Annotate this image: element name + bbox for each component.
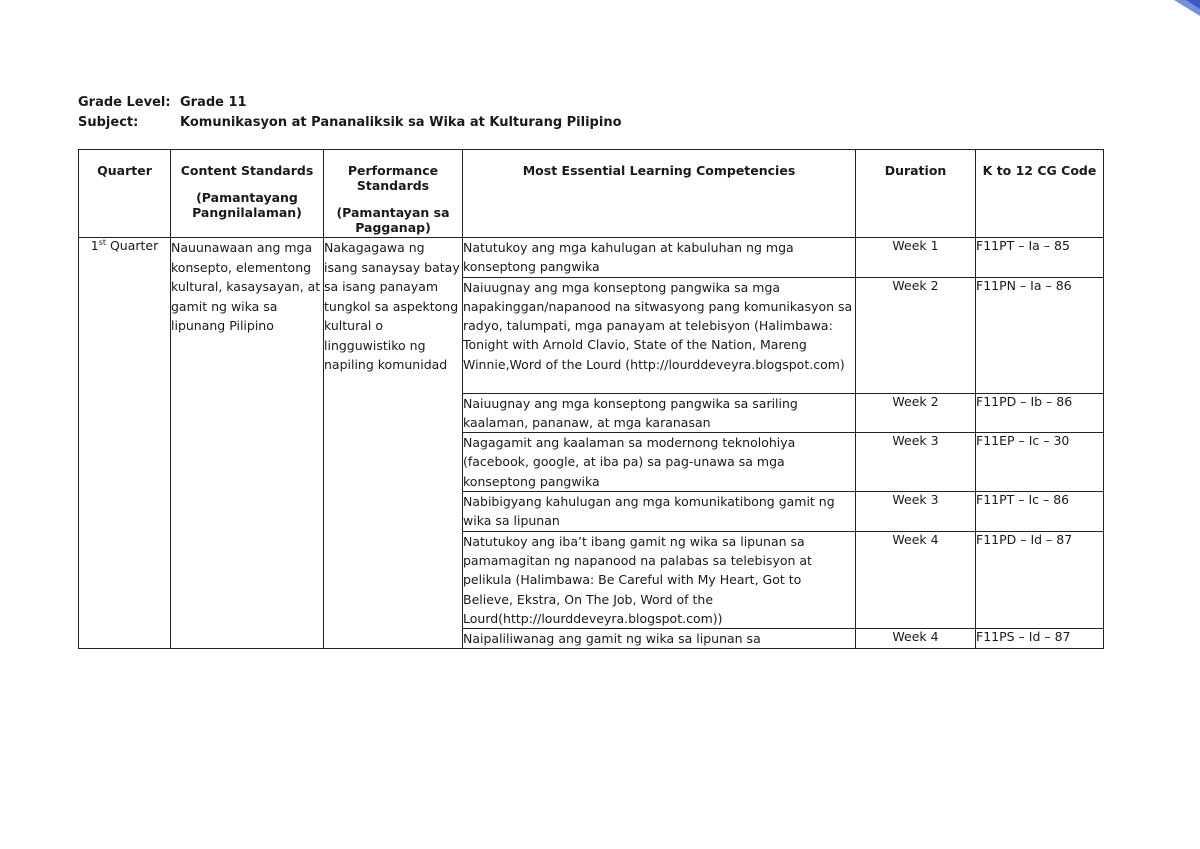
header-content-standards: Content Standards (Pamantayang Pangnilalaman) [171,150,324,238]
competency-cell: Naipaliliwanag ang gamit ng wika sa lipunan sa [463,629,856,649]
cg-code-cell: F11EP – Ic – 30 [976,433,1104,492]
subject-label: Subject: [78,115,139,130]
competency-cell: Naiuugnay ang mga konseptong pangwika sa sariling kaalaman, pananaw, at mga karanasan [463,393,856,433]
quarter-cell: 1st Quarter [79,238,171,649]
competency-cell: Natutukoy ang mga kahulugan at kabuluhan ng mga konseptong pangwika [463,238,856,278]
competency-table [78,149,1104,649]
header-melc: Most Essential Learning Competencies [463,150,856,238]
performance-standard-cell: Nakagagawa ng isang sanaysay batay sa isang panayam tungkol sa aspektong kultural o lingguwistiko ng napiling komunidad [324,238,463,649]
duration-cell: Week 3 [856,492,976,532]
cg-code-cell: F11PD – Ib – 86 [976,393,1104,433]
competency-cell: Nabibigyang kahulugan ang mga komunikatibong gamit ng wika sa lipunan [463,492,856,532]
header-cg-code: K to 12 CG Code [976,150,1104,238]
duration-cell: Week 1 [856,238,976,278]
content-standard-cell: Nauunawaan ang mga konsepto, elementong kultural, kasaysayan, at gamit ng wika sa lipunang Pilipino [171,238,324,649]
cg-code-cell: F11PT – Ic – 86 [976,492,1104,532]
subject-value: Komunikasyon at Pananaliksik sa Wika at Kulturang Pilipino [180,115,622,130]
cg-code-cell: F11PS – Id – 87 [976,629,1104,649]
duration-cell: Week 3 [856,433,976,492]
duration-cell: Week 4 [856,531,976,628]
competency-cell: Nagagamit ang kaalaman sa modernong teknolohiya (facebook, google, at iba pa) sa pag-unawa sa mga konseptong pangwika [463,433,856,492]
competency-cell: Natutukoy ang iba’t ibang gamit ng wika sa lipunan sa pamamagitan ng napanood na palabas sa telebisyon at pelikula (Halimbawa: Be Careful with My Heart, Got to Believe, Ekstra, On The Job, Word of the Lourd(http://lourddeveyra.blogspot.com)) [463,531,856,628]
grade-level-row [78,93,622,113]
grade-level-label: Grade Level: [78,95,171,110]
header-quarter: Quarter [79,150,171,238]
duration-cell: Week 4 [856,629,976,649]
cg-code-cell: F11PN – Ia – 86 [976,277,1104,393]
duration-cell: Week 2 [856,393,976,433]
header-performance-standards: Performance Standards (Pamantayan sa Pagganap) [324,150,463,238]
table-header-row [79,150,1104,238]
header-duration: Duration [856,150,976,238]
subject-row [78,113,622,133]
table-row [79,238,1104,278]
document-meta [78,93,622,133]
competency-cell: Naiuugnay ang mga konseptong pangwika sa mga napakinggan/napanood na sitwasyong pang komunikasyon sa radyo, talumpati, mga panayam at telebisyon (Halimbawa: Tonight with Arnold Clavio, State of the Nation, Mareng Winnie,Word of the Lourd (http://lourddeveyra.blogspot.com) [463,277,856,393]
duration-cell: Week 2 [856,277,976,393]
corner-fold-icon [1160,0,1200,16]
cg-code-cell: F11PD – Id – 87 [976,531,1104,628]
grade-level-value: Grade 11 [180,95,247,110]
cg-code-cell: F11PT – Ia – 85 [976,238,1104,278]
